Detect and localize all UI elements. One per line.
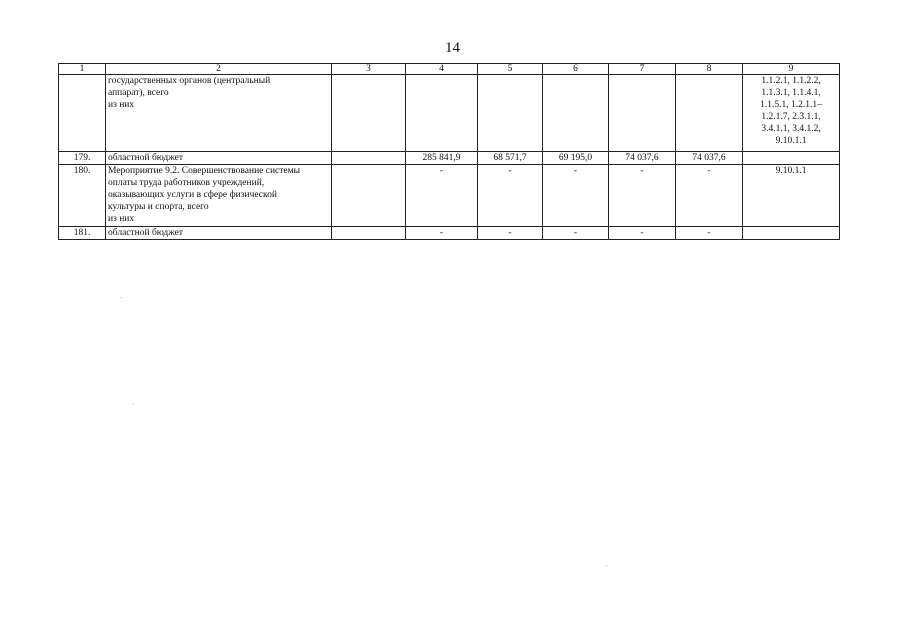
column-header: 6 xyxy=(543,64,609,75)
scan-speck xyxy=(133,404,134,405)
value-cell: - xyxy=(609,227,676,240)
value-cell: 74 037,6 xyxy=(676,152,743,165)
page-number: 14 xyxy=(445,40,460,56)
row-number-cell: 179. xyxy=(59,152,106,165)
column-header: 7 xyxy=(609,64,676,75)
value-cell xyxy=(543,75,609,152)
value-cell xyxy=(332,165,406,227)
row-number-cell xyxy=(59,75,106,152)
column-header: 9 xyxy=(743,64,840,75)
budget-table xyxy=(58,63,840,240)
row-name-cell: государственных органов (центральный аппарат), всего из них xyxy=(106,75,332,152)
value-cell: - xyxy=(406,165,478,227)
reference-cell: 9.10.1.1 xyxy=(743,165,840,227)
column-header: 4 xyxy=(406,64,478,75)
table-row xyxy=(59,152,840,165)
column-header: 8 xyxy=(676,64,743,75)
scan-speck xyxy=(120,297,121,298)
table-row xyxy=(59,227,840,240)
value-cell: 285 841,9 xyxy=(406,152,478,165)
table-row xyxy=(59,165,840,227)
value-cell: - xyxy=(406,227,478,240)
value-cell: - xyxy=(609,165,676,227)
value-cell: 69 195,0 xyxy=(543,152,609,165)
table-row xyxy=(59,75,840,152)
value-cell: - xyxy=(478,227,543,240)
column-header: 5 xyxy=(478,64,543,75)
row-name-cell: областной бюджет xyxy=(106,152,332,165)
row-name-cell: Мероприятие 9.2. Совершенствование системы оплаты труда работников учреждений, оказывающих услуги в сфере физической культуры и спорта, всего из них xyxy=(106,165,332,227)
value-cell xyxy=(478,75,543,152)
value-cell xyxy=(332,75,406,152)
value-cell: - xyxy=(543,165,609,227)
row-name-cell: областной бюджет xyxy=(106,227,332,240)
column-header: 2 xyxy=(106,64,332,75)
column-header: 3 xyxy=(332,64,406,75)
value-cell xyxy=(676,75,743,152)
reference-cell xyxy=(743,227,840,240)
value-cell xyxy=(609,75,676,152)
value-cell xyxy=(332,227,406,240)
value-cell: - xyxy=(676,165,743,227)
value-cell xyxy=(406,75,478,152)
value-cell xyxy=(332,152,406,165)
table-header-row xyxy=(59,64,840,75)
value-cell: - xyxy=(543,227,609,240)
row-number-cell: 180. xyxy=(59,165,106,227)
value-cell: 68 571,7 xyxy=(478,152,543,165)
reference-cell xyxy=(743,152,840,165)
value-cell: - xyxy=(676,227,743,240)
reference-cell: 1.1.2.1, 1.1.2.2, 1.1.3.1, 1.1.4.1, 1.1.5.1, 1.2.1.1– 1.2.1.7, 2.3.1.1, 3.4.1.1, 3.4.1.2, 9.10.1.1 xyxy=(743,75,840,152)
column-header: 1 xyxy=(59,64,106,75)
value-cell: - xyxy=(478,165,543,227)
value-cell: 74 037,6 xyxy=(609,152,676,165)
scan-speck xyxy=(606,565,607,566)
row-number-cell: 181. xyxy=(59,227,106,240)
